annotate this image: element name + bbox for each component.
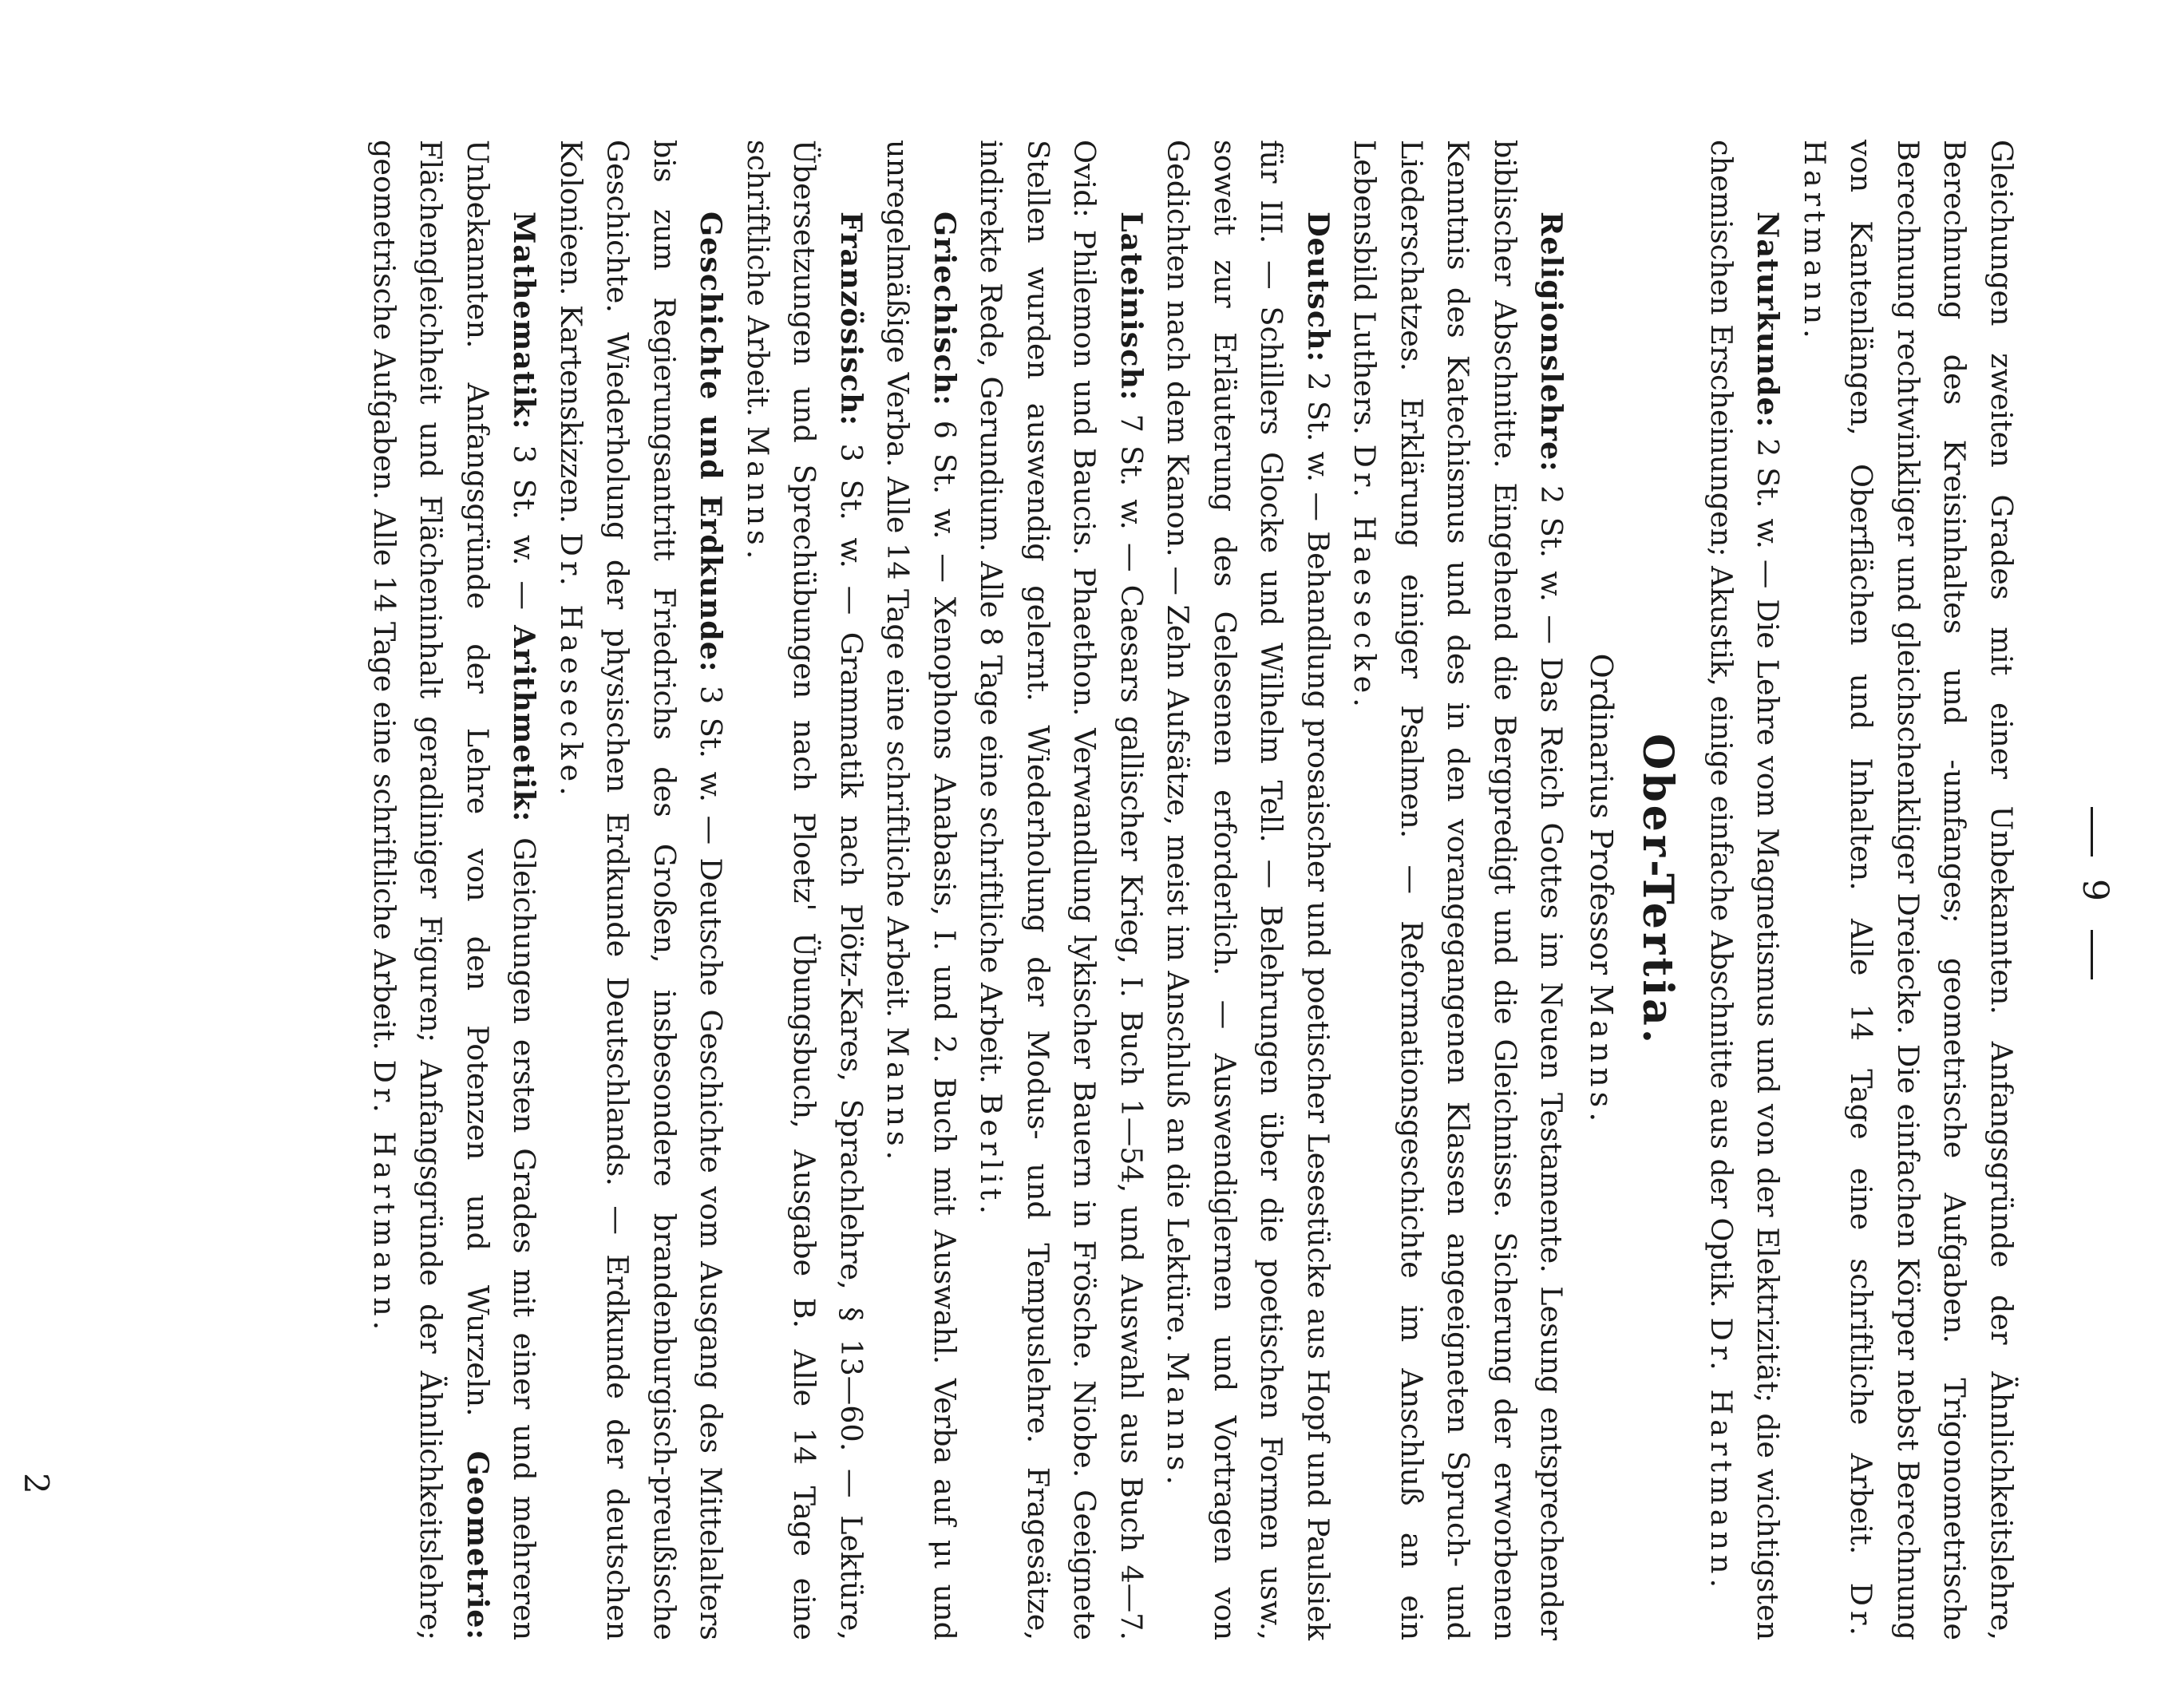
- subject-griechisch: [874, 140, 967, 1640]
- franzoesisch-text: 3 St. w. — Grammatik nach Plötz-Kares, Sprachlehre, § 13—60. — Lektüre, Übersetzungen und Sprechübungen nach Ploetz' Übungsbuch, Ausgabe B. Alle 14 Tage eine schriftliche Arbeit.: [741, 140, 868, 1640]
- ordinarius-name: Manns.: [1584, 984, 1620, 1127]
- griechisch-teacher: Manns.: [880, 1027, 916, 1165]
- naturkunde-label: Naturkunde:: [1751, 212, 1786, 429]
- mathematik-label: Mathematik:: [507, 212, 542, 430]
- mathematik-teacher: Dr. Hartmann.: [367, 1059, 402, 1335]
- intro-mathematics-text: Gleichungen zweiten Grades mit einer Unbekannten. Anfangsgründe der Ähnlichkeitslehre, Berechnung des Kreisinhaltes und -umfanges; geometrische Aufgaben. Trigonometrische Berechnung rechtwinkliger und gleichschenkliger Dreiecke. Die einfachen Körper nebst Berechnung von Kantenlängen, Oberflächen und Inhalten. Alle 14 Tage eine schriftliche Arbeit.: [1844, 140, 2019, 1640]
- naturkunde-text: 2 St. w. — Die Lehre vom Magnetismus und von der Elektrizität; die wichtigsten chemischen Erscheinungen; Akustik, einige einfache Abschnitte aus der Optik.: [1704, 140, 1786, 1640]
- subject-deutsch: [1154, 140, 1341, 1640]
- mathematik-text-b: Gleichungen ersten Grades mit einer und mehreren Unbekannten. Anfangsgründe der Lehre von den Potenzen und Wurzeln.: [461, 140, 542, 1641]
- latein-teacher: Berlit.: [974, 1093, 1009, 1219]
- geschichte-text: 3 St. w. — Deutsche Geschichte vom Ausgang des Mittelalters bis zum Regierungsantritt Friedrichs des Großen, insbesondere brandenburgisch-preußische Geschichte. Wiederholung der physischen Erdkunde Deutschlands. — Erdkunde der deutschen Kolonieen. Kartenskizzen.: [554, 140, 729, 1641]
- franzoesisch-label: Französisch:: [834, 212, 868, 426]
- intro-mathematics-teacher: Dr. Hartmann.: [1798, 140, 1879, 1640]
- deutsch-teacher: Manns.: [1161, 1351, 1196, 1490]
- mathematik-text-a: 3 St. w. —: [507, 445, 542, 611]
- religion-text: 2 St. w. — Das Reich Gottes im Neuen Testamente. Lesung entsprechender biblischer Abschnitte. Eingehend die Bergpredigt und die Gleichnisse. Sicherung der erworbenen Kenntnis des Katechismus und des in den vorangegangenen Klassen angeeigneten Spruch- und Liederschatzes. Erklärung einiger Psalmen. — Reformationsgeschichte im Anschluß an ein Lebensbild Luthers.: [1347, 140, 1569, 1640]
- religion-teacher: Dr. Haesecke.: [1347, 444, 1383, 712]
- subject-mathematik: [361, 140, 548, 1640]
- geschichte-teacher: Dr. Haesecke.: [554, 532, 588, 801]
- page-header: [2024, 140, 2128, 1640]
- mathematik-text-c: Flächengleichheit und Flächeninhalt geradliniger Figuren; Anfangsgründe der Ähnlichkeitslehre; geometrische Aufgaben. Alle 14 Tage eine schriftliche Arbeit.: [367, 140, 449, 1640]
- header-rule-right: [2091, 930, 2093, 979]
- griechisch-label: Griechisch:: [928, 212, 962, 406]
- griechisch-text: 6 St. w. — Xenophons Anabasis, I. und 2. Buch mit Auswahl. Verba auf μι und unregelmäßige Verba. Alle 14 Tage eine schriftliche Arbeit.: [880, 140, 962, 1640]
- naturkunde-teacher: Dr. Hartmann.: [1704, 1317, 1739, 1593]
- latein-label: Lateinisch:: [1114, 212, 1149, 402]
- ordinarius-line: [1578, 140, 1626, 1640]
- religion-label: Religionslehre:: [1534, 212, 1569, 473]
- deutsch-label: Deutsch:: [1301, 212, 1335, 363]
- page-number: 9: [2075, 879, 2115, 901]
- subject-latein: [967, 140, 1154, 1640]
- deutsch-text: 2 St. w. — Behandlung prosaischer und poetischer Lesestücke aus Hopf und Paulsiek für III. — Schillers Glocke und Wilhelm Tell. — Belehrungen über die poetischen Formen usw., soweit zur Erläuterung des Gelesenen erforderlich. — Auswendiglernen und Vortragen von Gedichten nach dem Kanon. — Zehn Aufsätze, meist im Anschluß an die Lektüre.: [1161, 140, 1335, 1640]
- geschichte-label: Geschichte und Erdkunde:: [694, 212, 729, 673]
- ordinarius-label: Ordinarius Professor: [1584, 653, 1620, 975]
- latein-text: 7 St. w. — Caesars gallischer Krieg, I. Buch 1—54, und Auswahl aus Buch 4—7. Ovid: Philemon und Baucis. Phaethon. Verwandlung lykischer Bauern in Frösche. Niobe. Geeignete Stellen wurden auswendig gelernt. Wiederholung der Modus- und Tempuslehre. Fragesätze, indirekte Rede, Gerundium. Alle 8 Tage eine schriftliche Arbeit.: [974, 140, 1149, 1641]
- page-content: [17, 140, 2128, 1641]
- geometrie-label: Geometrie:: [461, 1450, 495, 1640]
- arithmetik-label: Arithmetik:: [507, 625, 542, 823]
- intro-paragraph-mathematics: [1791, 140, 2025, 1640]
- subject-geschichte: [548, 140, 734, 1640]
- signature-mark: 2: [17, 1473, 56, 1494]
- franzoesisch-teacher: Manns.: [741, 425, 775, 564]
- subject-franzoesisch: [734, 140, 875, 1640]
- intro-paragraph-naturkunde: [1698, 140, 1791, 1640]
- subject-religion: [1341, 140, 1575, 1640]
- section-title: Ober-Tertia.: [1633, 734, 1683, 1046]
